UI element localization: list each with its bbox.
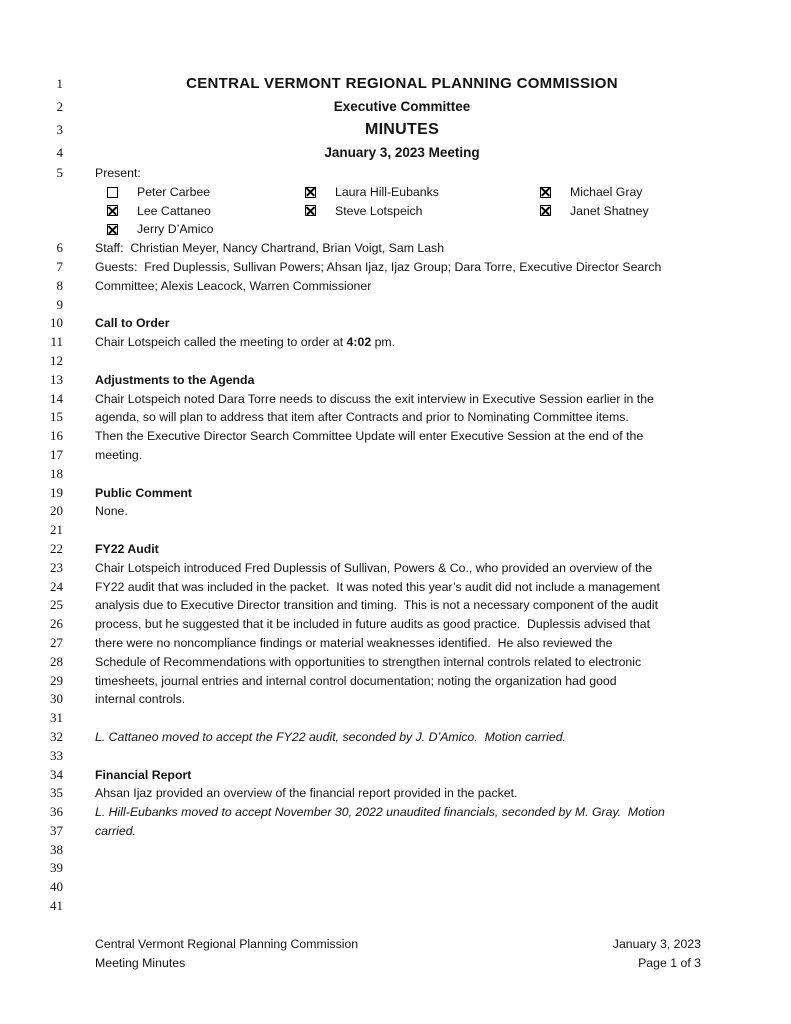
- document-line: [0, 878, 791, 897]
- attendee: [305, 183, 540, 202]
- line-number: 8: [56, 277, 63, 293]
- document-line: [0, 784, 791, 803]
- line-text: [95, 258, 709, 277]
- attendee: [107, 183, 305, 202]
- document-line: [0, 314, 791, 333]
- line-number: 34: [50, 766, 63, 782]
- text-segment: FY22 Audit: [95, 541, 159, 556]
- line-number: 17: [50, 446, 63, 462]
- line-text: [95, 484, 709, 503]
- text-segment: 4:02: [346, 335, 372, 350]
- line-text: [95, 596, 709, 615]
- document-line: [0, 502, 791, 521]
- document-line: [0, 540, 791, 559]
- document-line: [0, 521, 791, 540]
- document-line: [0, 859, 791, 878]
- attendee-name: Lee Cattaneo: [137, 203, 211, 218]
- checkbox-checked-icon: [305, 205, 316, 216]
- line-number: 26: [50, 616, 63, 632]
- document-line: [0, 803, 791, 822]
- line-text: [95, 239, 709, 258]
- text-segment: Adjustments to the Agenda: [95, 372, 255, 387]
- attendee-row: [95, 202, 709, 221]
- line-number: 14: [50, 390, 63, 406]
- line-text: [95, 784, 709, 803]
- text-segment: L. Cattaneo moved to accept the FY22 audit, seconded by J. D’Amico. Motion carried.: [95, 729, 566, 744]
- checkbox-unchecked-icon: [107, 187, 118, 198]
- document-line: [0, 653, 791, 672]
- footer-right: [613, 935, 701, 974]
- line-number: 10: [50, 315, 63, 331]
- attendee-name: Janet Shatney: [570, 203, 649, 218]
- footer-date: January 3, 2023: [612, 937, 701, 951]
- line-text: [95, 408, 709, 427]
- line-number: 36: [50, 804, 63, 820]
- line-number: 18: [50, 465, 63, 481]
- text-segment: Committee; Alexis Leacock, Warren Commissioner: [95, 278, 372, 293]
- line-text: [95, 502, 709, 521]
- attendee: [305, 202, 540, 221]
- line-number: 25: [50, 597, 63, 613]
- document-line: [0, 484, 791, 503]
- checkbox-checked-icon: [107, 224, 118, 235]
- attendee-name: Laura Hill-Eubanks: [335, 184, 439, 199]
- text-segment: Call to Order: [95, 316, 170, 331]
- document-line: [0, 258, 791, 277]
- footer-org-name: Central Vermont Regional Planning Commission: [95, 937, 359, 951]
- line-text: [95, 164, 709, 183]
- line-number: 33: [50, 747, 63, 763]
- text-segment: internal controls.: [95, 692, 186, 707]
- footer-doc-type: Meeting Minutes: [95, 956, 186, 971]
- line-text: [95, 803, 709, 822]
- text-segment: carried.: [95, 823, 137, 838]
- document-line: [0, 728, 791, 747]
- line-number: 4: [56, 145, 63, 160]
- document-line: [0, 822, 791, 841]
- line-text: [95, 371, 709, 390]
- footer-page-number: Page 1 of 3: [638, 956, 701, 971]
- attendee: [107, 202, 305, 221]
- text-segment: Financial Report: [95, 767, 192, 782]
- line-number: 41: [50, 898, 63, 914]
- line-text: [95, 728, 709, 747]
- document-line: [0, 578, 791, 597]
- line-text: [95, 427, 709, 446]
- line-number: 11: [50, 334, 63, 350]
- title-text: January 3, 2023 Meeting: [324, 145, 480, 160]
- checkbox-checked-icon: [107, 205, 118, 216]
- line-number: 38: [50, 841, 63, 857]
- line-number: 16: [50, 428, 63, 444]
- document-line: [0, 141, 791, 164]
- line-text: [95, 277, 709, 296]
- line-number: 21: [50, 522, 63, 538]
- text-segment: meeting.: [95, 447, 143, 462]
- document-line: [0, 427, 791, 446]
- line-text: [95, 766, 709, 785]
- attendee-name: Jerry D’Amico: [137, 222, 214, 237]
- text-segment: Chair Lotspeich called the meeting to order at: [95, 335, 347, 350]
- line-number: 29: [50, 672, 63, 688]
- attendee: [540, 183, 709, 202]
- document-line: [0, 841, 791, 860]
- line-number: 28: [50, 653, 63, 669]
- line-text: [95, 314, 709, 333]
- text-segment: process, but he suggested that it be included in future audits as good practice. Duplessis advised that: [95, 617, 651, 632]
- document-line: [0, 634, 791, 653]
- line-number: 12: [50, 352, 63, 368]
- document-line: [0, 72, 791, 95]
- line-number: 9: [56, 296, 63, 312]
- document-line: [0, 408, 791, 427]
- document-line: [0, 352, 791, 371]
- line-text: [95, 578, 709, 597]
- line-number: 31: [50, 710, 63, 726]
- text-segment: agenda, so will plan to address that item after Contracts and prior to Nominating Committee items.: [95, 410, 629, 425]
- text-segment: FY22 audit that was included in the packet. It was noted this year’s audit did not include a management: [95, 579, 660, 594]
- line-number: 37: [50, 822, 63, 838]
- attendee-name: Steve Lotspeich: [335, 203, 423, 218]
- document-line: [0, 183, 791, 202]
- text-segment: there were no noncompliance findings or material weaknesses identified. He also reviewed the: [95, 635, 613, 650]
- document-line: [0, 446, 791, 465]
- document-line: [0, 164, 791, 183]
- line-number: 1: [56, 76, 63, 91]
- line-number: 32: [50, 728, 63, 744]
- text-segment: Public Comment: [95, 485, 193, 500]
- line-number: 15: [50, 409, 63, 425]
- line-number: 39: [50, 860, 63, 876]
- line-number: 3: [56, 122, 63, 137]
- title-text: Executive Committee: [333, 99, 471, 114]
- attendee-name: Peter Carbee: [137, 184, 211, 199]
- document-line: [0, 95, 791, 118]
- document-line: [0, 277, 791, 296]
- page-footer: [95, 935, 701, 974]
- line-text: [95, 615, 709, 634]
- text-segment: Chair Lotspeich noted Dara Torre needs to discuss the exit interview in Executive Session earlier in the: [95, 391, 654, 406]
- document-line: [0, 615, 791, 634]
- line-number: 24: [50, 578, 63, 594]
- document-line: [0, 690, 791, 709]
- document-line: [0, 202, 791, 221]
- line-number: 27: [50, 634, 63, 650]
- title-text: CENTRAL VERMONT REGIONAL PLANNING COMMISSION: [186, 75, 618, 92]
- document-line: [0, 371, 791, 390]
- document-line: [0, 220, 791, 239]
- document-line: [0, 747, 791, 766]
- document-line: [0, 766, 791, 785]
- text-segment: Schedule of Recommendations with opportunities to strengthen internal controls related to electronic: [95, 654, 642, 669]
- line-number: 13: [50, 371, 63, 387]
- line-number: 6: [56, 240, 63, 256]
- line-text: [95, 822, 709, 841]
- line-text: [95, 446, 709, 465]
- line-number: 2: [56, 99, 63, 114]
- attendee-name: Michael Gray: [570, 184, 643, 199]
- line-text: [95, 690, 709, 709]
- line-number: 30: [50, 691, 63, 707]
- document-line: [0, 465, 791, 484]
- line-text: [95, 559, 709, 578]
- text-segment: Present:: [95, 166, 141, 180]
- text-segment: Staff: Christian Meyer, Nancy Chartrand, Brian Voigt, Sam Lash: [95, 241, 445, 256]
- document-line: [0, 333, 791, 352]
- line-number: 35: [50, 785, 63, 801]
- line-number: 19: [50, 484, 63, 500]
- text-segment: timesheets, journal entries and internal control documentation; noting the organization had good: [95, 673, 617, 688]
- attendee-row: [95, 220, 709, 239]
- line-text: [95, 333, 709, 352]
- checkbox-checked-icon: [540, 205, 551, 216]
- document-line: [0, 239, 791, 258]
- line-text: [95, 540, 709, 559]
- text-segment: L. Hill-Eubanks moved to accept November 30, 2022 unaudited financials, seconded by M. Gray. Motion: [95, 805, 665, 820]
- line-number: 22: [50, 540, 63, 556]
- checkbox-checked-icon: [540, 187, 551, 198]
- attendee: [107, 220, 305, 239]
- document-line: [0, 390, 791, 409]
- line-number: 20: [50, 503, 63, 519]
- checkbox-checked-icon: [305, 187, 316, 198]
- line-text: [95, 634, 709, 653]
- title-text: MINUTES: [364, 121, 440, 138]
- document-line: [0, 596, 791, 615]
- text-segment: Then the Executive Director Search Committee Update will enter Executive Session at the end of the: [95, 429, 644, 444]
- text-segment: None.: [95, 504, 128, 519]
- text-segment: Chair Lotspeich introduced Fred Duplessis of Sullivan, Powers & Co., who provided an overview of the: [95, 560, 653, 575]
- line-number: 23: [50, 559, 63, 575]
- document-line: [0, 709, 791, 728]
- line-number: 7: [56, 258, 63, 274]
- attendee: [540, 202, 709, 221]
- line-number: 5: [56, 165, 63, 180]
- document-line: [0, 296, 791, 315]
- line-text: [95, 653, 709, 672]
- text-segment: Guests: Fred Duplessis, Sullivan Powers; Ahsan Ijaz, Ijaz Group; Dara Torre, Executive Director Search: [95, 259, 662, 274]
- footer-left: [95, 935, 358, 974]
- document-line: [0, 897, 791, 916]
- document-line: [0, 672, 791, 691]
- text-segment: analysis due to Executive Director transition and timing. This is not a necessary component of the audit: [95, 598, 658, 613]
- document-line: [0, 118, 791, 141]
- attendee-row: [95, 183, 709, 202]
- text-segment: Ahsan Ijaz provided an overview of the financial report provided in the packet.: [95, 786, 518, 801]
- line-text: [95, 672, 709, 691]
- text-segment: pm.: [371, 335, 396, 350]
- line-text: [95, 390, 709, 409]
- line-number: 40: [50, 879, 63, 895]
- document-line: [0, 559, 791, 578]
